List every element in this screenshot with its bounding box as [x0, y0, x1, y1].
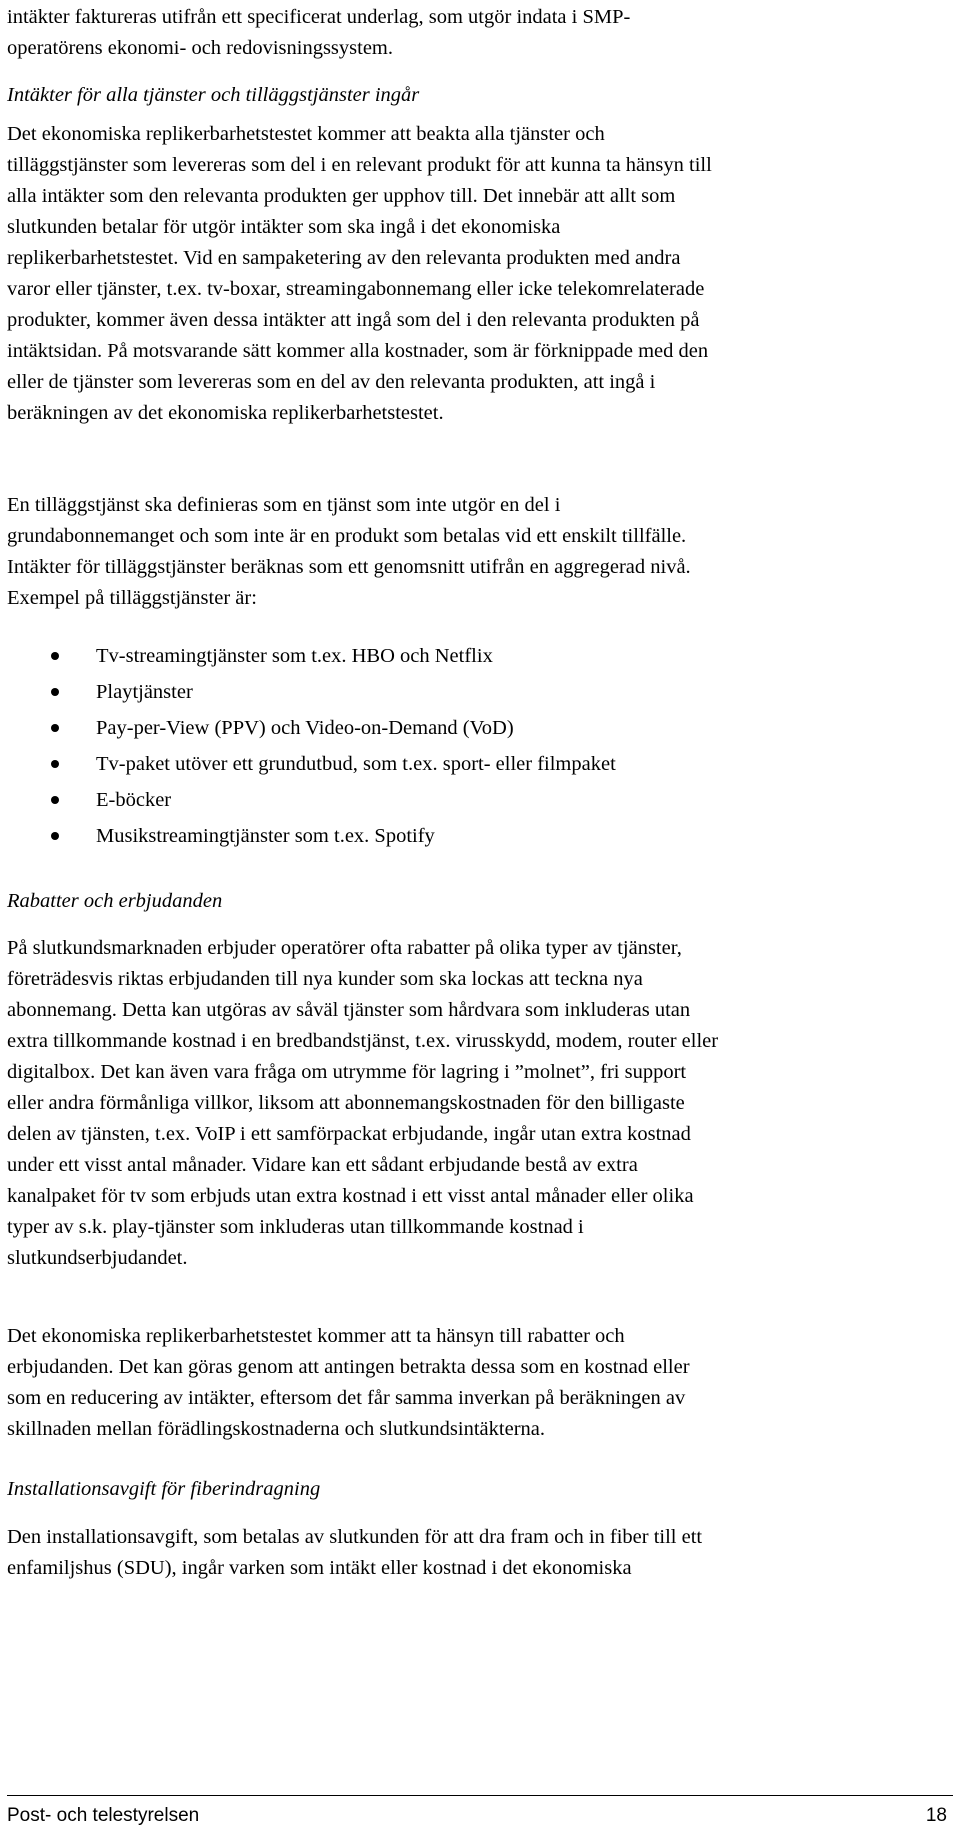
list-item: Tv-paket utöver ett grundutbud, som t.ex. sport- eller filmpaket [7, 746, 939, 782]
text-line: extra tillkommande kostnad i en bredbandstjänst, t.ex. virusskydd, modem, router eller [7, 1030, 719, 1052]
list-item: Tv-streamingtjänster som t.ex. HBO och Netflix [7, 638, 939, 674]
list-item: Pay-per-View (PPV) och Video-on-Demand (VoD) [7, 710, 939, 746]
text-line: varor eller tjänster, t.ex. tv-boxar, streamingabonnemang eller icke telekomrelaterade [7, 278, 705, 300]
text-line: skillnaden mellan förädlingskostnaderna och slutkundsintäkterna. [7, 1418, 545, 1440]
text-line: tilläggstjänster som levereras som del i en relevant produkt för att kunna ta hänsyn till [7, 154, 712, 176]
text-line: som en reducering av intäkter, eftersom det får samma inverkan på beräkningen av [7, 1387, 686, 1409]
tillaggstjanster-list [7, 638, 939, 854]
footer-divider [7, 1795, 953, 1796]
text-line: Den installationsavgift, som betalas av slutkunden för att dra fram och in fiber till ett [7, 1526, 703, 1548]
text-line: replikerbarhetstestet. Vid en sampaketering av den relevanta produkten med andra [7, 247, 681, 269]
section-heading-rabatter: Rabatter och erbjudanden [7, 890, 223, 912]
list-item: E-böcker [7, 782, 939, 818]
text-line: produkter, kommer även dessa intäkter att ingå som del i den relevanta produkten på [7, 309, 700, 331]
text-line: kanalpaket för tv som erbjuds utan extra kostnad i ett visst antal månader eller olika [7, 1185, 694, 1207]
text-line: På slutkundsmarknaden erbjuder operatörer ofta rabatter på olika typer av tjänster, [7, 937, 682, 959]
text-line: digitalbox. Det kan även vara fråga om utrymme för lagring i ”molnet”, fri support [7, 1061, 687, 1083]
list-item: Musikstreamingtjänster som t.ex. Spotify [7, 818, 939, 854]
text-line: beräkningen av det ekonomiska replikerbarhetstestet. [7, 402, 444, 424]
text-line: alla intäkter som den relevanta produkten ger upphov till. Det innebär att allt som [7, 185, 676, 207]
text-line: erbjudanden. Det kan göras genom att antingen betrakta dessa som en kostnad eller [7, 1356, 690, 1378]
text-line: eller andra förmånliga villkor, liksom att abonnemangskostnaden för den billigaste [7, 1092, 685, 1114]
text-line: eller de tjänster som levereras som en del av den relevanta produkten, att ingå i [7, 371, 656, 393]
section-heading-intakter: Intäkter för alla tjänster och tilläggstjänster ingår [7, 84, 420, 106]
text-line: enfamiljshus (SDU), ingår varken som intäkt eller kostnad i det ekonomiska [7, 1557, 632, 1579]
intro-line: intäkter faktureras utifrån ett specificerat underlag, som utgör indata i SMP- [7, 6, 631, 28]
text-line: slutkundserbjudandet. [7, 1247, 188, 1269]
bullet-icon [51, 760, 59, 768]
text-line: under ett visst antal månader. Vidare kan ett sådant erbjudande bestå av extra [7, 1154, 638, 1176]
section3-paragraph-1 [7, 1522, 939, 1584]
text-line: En tilläggstjänst ska definieras som en tjänst som inte utgör en del i [7, 494, 561, 516]
text-line: Det ekonomiska replikerbarhetstestet kommer att beakta alla tjänster och [7, 123, 605, 145]
intro-line: operatörens ekonomi- och redovisningssystem. [7, 37, 394, 59]
text-line: delen av tjänsten, t.ex. VoIP i ett samförpackat erbjudande, ingår utan extra kostnad [7, 1123, 691, 1145]
text-line: abonnemang. Detta kan utgöras av såväl tjänster som hårdvara som inkluderas utan [7, 999, 691, 1021]
text-line: slutkunden betalar för utgör intäkter som ska ingå i det ekonomiska [7, 216, 561, 238]
section2-paragraph-1 [7, 933, 939, 1274]
text-line: intäktsidan. På motsvarande sätt kommer alla kostnader, som är förknippade med den [7, 340, 709, 362]
footer-organization: Post- och telestyrelsen [7, 1805, 200, 1826]
intro-paragraph [7, 2, 630, 64]
text-line: grundabonnemanget och som inte är en produkt som betalas vid ett enskilt tillfälle. [7, 525, 687, 547]
text-line: Det ekonomiska replikerbarhetstestet kommer att ta hänsyn till rabatter och [7, 1325, 625, 1347]
text-line: Exempel på tilläggstjänster är: [7, 587, 257, 609]
text-line: typer av s.k. play-tjänster som inkluderas utan tillkommande kostnad i [7, 1216, 584, 1238]
section-heading-installationsavgift: Installationsavgift för fiberindragning [7, 1478, 321, 1500]
text-line: företrädesvis riktas erbjudanden till nya kunder som ska lockas att teckna nya [7, 968, 643, 990]
section1-paragraph-2 [7, 490, 939, 614]
bullet-icon [51, 796, 59, 804]
text-line: Intäkter för tilläggstjänster beräknas som ett genomsnitt utifrån en aggregerad nivå. [7, 556, 691, 578]
section1-paragraph-1 [7, 119, 939, 429]
section2-paragraph-2 [7, 1321, 939, 1445]
bullet-icon [51, 832, 59, 840]
bullet-icon [51, 652, 59, 660]
bullet-icon [51, 688, 59, 696]
page-number: 18 [925, 1805, 947, 1826]
list-item: Playtjänster [7, 674, 939, 710]
bullet-icon [51, 724, 59, 732]
